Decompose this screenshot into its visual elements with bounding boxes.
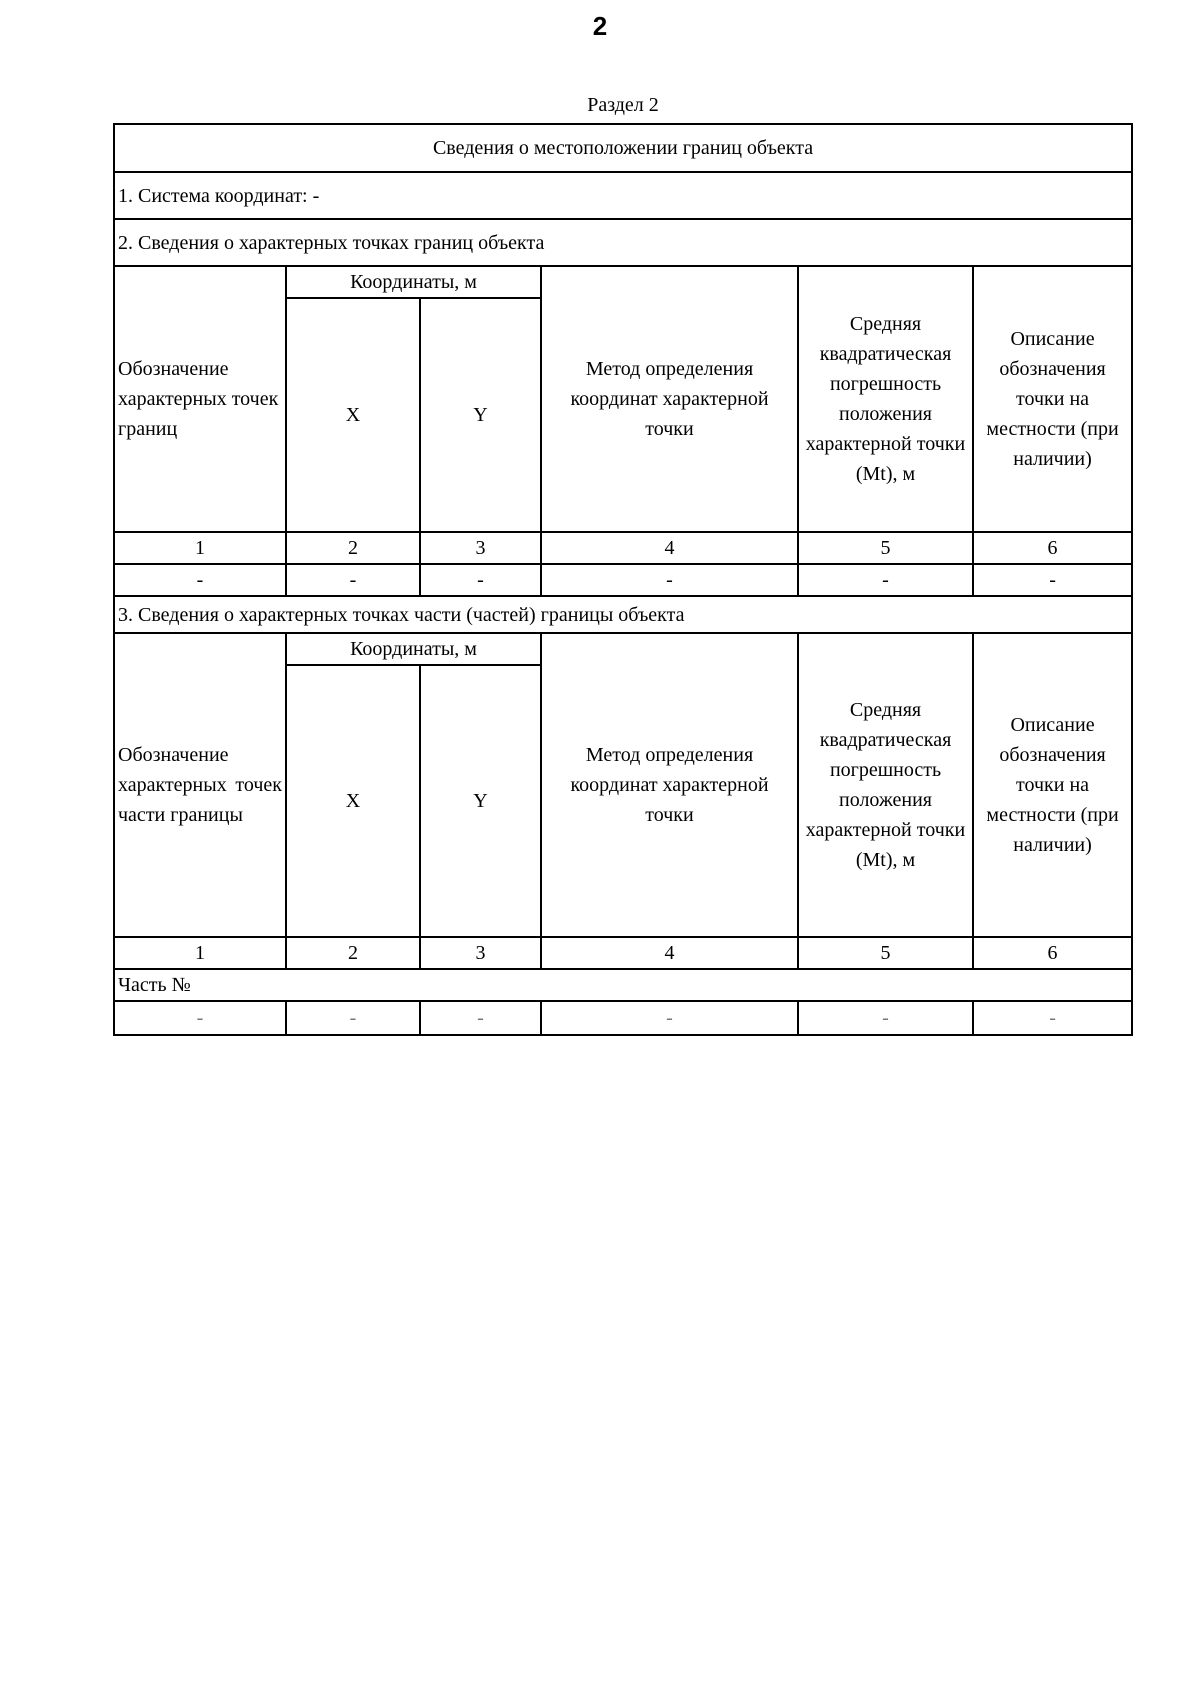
table-row bbox=[114, 1001, 1132, 1035]
table-row bbox=[114, 564, 1132, 596]
col-error-header: Средняя квадратическая погрешность положения характерной точки (Mt), м bbox=[798, 633, 973, 937]
column-number: 4 bbox=[541, 937, 798, 969]
column-number: 6 bbox=[973, 937, 1132, 969]
page-number: 2 bbox=[592, 11, 608, 41]
col-x-header: X bbox=[286, 665, 420, 937]
column-numbers-row bbox=[114, 937, 1132, 969]
col-coords-header: Координаты, м bbox=[286, 266, 541, 298]
column-number: 1 bbox=[114, 937, 286, 969]
column-number: 5 bbox=[798, 937, 973, 969]
part-label: Часть № bbox=[114, 969, 1132, 1001]
col-x-header: X bbox=[286, 298, 420, 532]
table-cell: - bbox=[541, 1001, 798, 1035]
col-coords-header: Координаты, м bbox=[286, 633, 541, 665]
col-method-header: Метод определения координат характерной точки bbox=[541, 633, 798, 937]
column-number: 6 bbox=[973, 532, 1132, 564]
col-description-header: Описание обозначения точки на местности (при наличии) bbox=[973, 266, 1132, 532]
col-designation-text: Обозначение характерных точек части границы bbox=[118, 744, 282, 826]
table-cell: - bbox=[420, 1001, 541, 1035]
col-method-header: Метод определения координат характерной точки bbox=[541, 266, 798, 532]
table-cell: - bbox=[114, 564, 286, 596]
column-number: 2 bbox=[286, 937, 420, 969]
table-cell: - bbox=[420, 564, 541, 596]
column-number: 4 bbox=[541, 532, 798, 564]
col-y-header: Y bbox=[420, 298, 541, 532]
column-number: 2 bbox=[286, 532, 420, 564]
col-description-header: Описание обозначения точки на местности (при наличии) bbox=[973, 633, 1132, 937]
table-cell: - bbox=[286, 1001, 420, 1035]
boundaries-table bbox=[113, 123, 1133, 1036]
table-cell: - bbox=[798, 564, 973, 596]
column-numbers-row bbox=[114, 532, 1132, 564]
column-number: 3 bbox=[420, 532, 541, 564]
col-designation-header: Обозначение характерных точек границ bbox=[114, 266, 286, 532]
coordinate-system: 1. Система координат: - bbox=[114, 172, 1132, 219]
column-number: 3 bbox=[420, 937, 541, 969]
table-cell: - bbox=[541, 564, 798, 596]
table-cell: - bbox=[798, 1001, 973, 1035]
column-number: 1 bbox=[114, 532, 286, 564]
col-designation-header bbox=[114, 633, 286, 937]
table-cell: - bbox=[973, 564, 1132, 596]
table-title: Сведения о местоположении границ объекта bbox=[114, 124, 1132, 172]
col-error-header: Средняя квадратическая погрешность положения характерной точки (Mt), м bbox=[798, 266, 973, 532]
section-heading-part-boundary-points: 3. Сведения о характерных точках части (частей) границы объекта bbox=[114, 596, 1132, 633]
column-number: 5 bbox=[798, 532, 973, 564]
table-cell: - bbox=[114, 1001, 286, 1035]
col-y-header: Y bbox=[420, 665, 541, 937]
table-cell: - bbox=[973, 1001, 1132, 1035]
table-cell: - bbox=[286, 564, 420, 596]
section-heading-boundary-points: 2. Сведения о характерных точках границ объекта bbox=[114, 219, 1132, 266]
section-label: Раздел 2 bbox=[587, 94, 659, 116]
